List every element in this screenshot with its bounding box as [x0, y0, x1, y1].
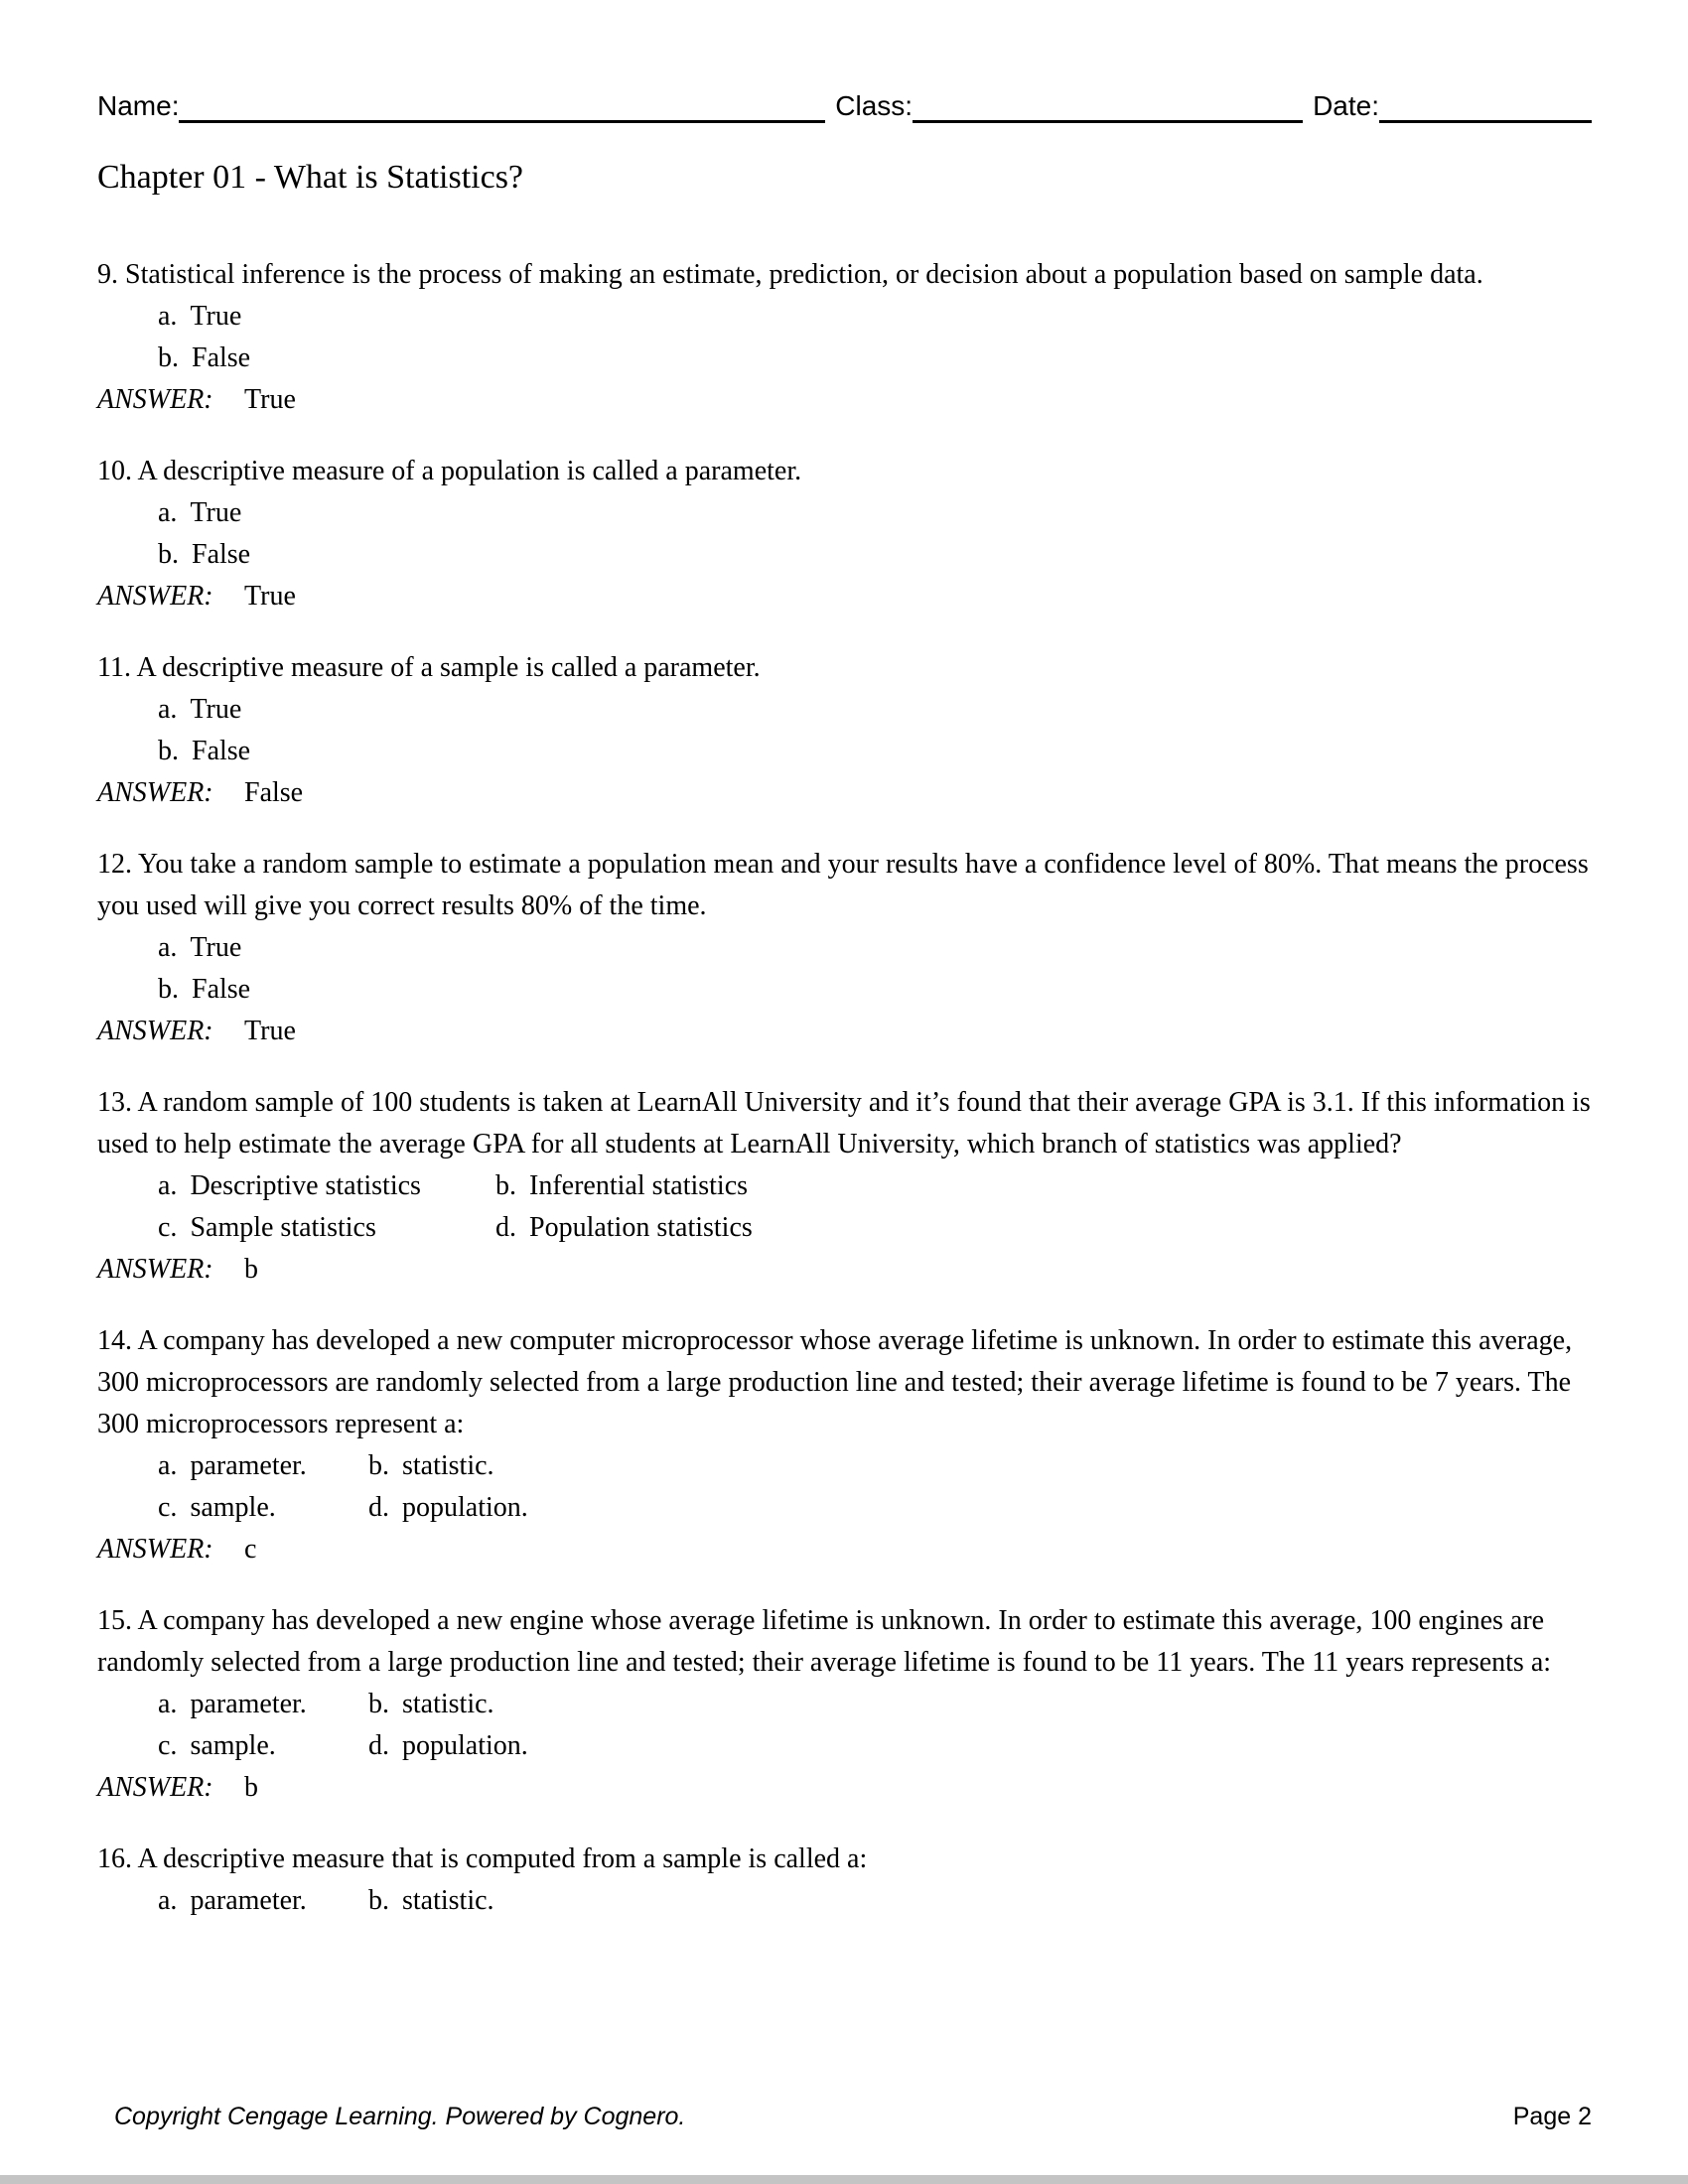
answer-value: True: [244, 1016, 296, 1046]
question-number: 11.: [97, 652, 131, 683]
option-text: Sample statistics: [190, 1212, 376, 1243]
option-letter: c.: [158, 1730, 178, 1761]
question-15: [97, 1600, 1592, 1809]
question-body: Statistical inference is the process of making an estimate, prediction, or decision about a population based on sample data.: [125, 259, 1483, 290]
options-grid: [97, 1165, 1592, 1249]
question-16: [97, 1839, 1592, 1922]
question-number: 12.: [97, 849, 132, 880]
option: [158, 1165, 495, 1207]
answer-label: ANSWER:: [97, 1772, 213, 1803]
option: [368, 1445, 1592, 1487]
option-letter: b.: [368, 1689, 389, 1719]
option: [158, 1880, 368, 1922]
question-12: [97, 844, 1592, 1052]
options-grid: [97, 1684, 1592, 1767]
answer-value: b: [244, 1772, 258, 1803]
answer-label: ANSWER:: [97, 384, 213, 415]
question-10: [97, 451, 1592, 617]
question-text: [97, 844, 1592, 927]
option-text: sample.: [190, 1730, 276, 1761]
option: [97, 927, 1592, 969]
option: [97, 969, 1592, 1011]
option-letter: d.: [368, 1492, 389, 1523]
option-text: sample.: [190, 1492, 276, 1523]
option-letter: a.: [158, 1885, 178, 1916]
question-text: [97, 254, 1592, 296]
option-text: True: [190, 497, 242, 528]
option-text: True: [190, 694, 242, 725]
answer-value: b: [244, 1254, 258, 1285]
question-text: [97, 1600, 1592, 1684]
answer-row: [97, 1767, 1592, 1809]
option-text: False: [192, 974, 251, 1005]
option-letter: a.: [158, 301, 178, 332]
option-text: statistic.: [402, 1450, 494, 1481]
option-text: True: [190, 932, 242, 963]
footer: [114, 2103, 1592, 2131]
date-blank-line: [1379, 87, 1592, 123]
option: [495, 1165, 1592, 1207]
option: [158, 1684, 368, 1725]
answer-label: ANSWER:: [97, 1254, 213, 1285]
option-text: population.: [402, 1492, 528, 1523]
answer-row: [97, 576, 1592, 617]
question-number: 16.: [97, 1843, 132, 1874]
option-letter: b.: [158, 539, 179, 570]
question-14: [97, 1320, 1592, 1570]
option-text: True: [190, 301, 242, 332]
option-text: statistic.: [402, 1885, 494, 1916]
option-text: False: [192, 342, 251, 373]
option: [368, 1880, 1592, 1922]
option-letter: b.: [158, 974, 179, 1005]
question-body: A descriptive measure that is computed from a sample is called a:: [137, 1843, 868, 1874]
option: [495, 1207, 1592, 1249]
question-number: 13.: [97, 1087, 132, 1118]
date-label: Date:: [1313, 90, 1379, 121]
chapter-title: Chapter 01 - What is Statistics?: [97, 159, 524, 196]
answer-row: [97, 1529, 1592, 1570]
question-11: [97, 647, 1592, 814]
options-grid: [97, 1445, 1592, 1529]
option: [158, 1207, 495, 1249]
question-number: 14.: [97, 1325, 132, 1356]
answer-row: [97, 1249, 1592, 1291]
option-text: Inferential statistics: [529, 1170, 749, 1201]
option-letter: b.: [368, 1450, 389, 1481]
question-body: A random sample of 100 students is taken at LearnAll University and it’s found that their average GPA is 3.1. If this information is used to help estimate the average GPA for all students at LearnAll University, which branch of statistics was applied?: [97, 1087, 1591, 1160]
question-9: [97, 254, 1592, 421]
footer-copyright: Copyright Cengage Learning. Powered by Cognero.: [114, 2103, 686, 2130]
option-letter: d.: [495, 1212, 516, 1243]
page-bottom-edge: [0, 2175, 1688, 2184]
class-blank-line: [913, 87, 1303, 123]
option: [97, 296, 1592, 338]
header-fill-in-row: [97, 87, 1592, 123]
footer-page-number: Page 2: [1512, 2103, 1592, 2130]
class-label: Class:: [835, 90, 914, 121]
option: [368, 1684, 1592, 1725]
option-letter: d.: [368, 1730, 389, 1761]
option-letter: a.: [158, 1450, 178, 1481]
answer-row: [97, 1011, 1592, 1052]
option-letter: a.: [158, 497, 178, 528]
option-text: Descriptive statistics: [190, 1170, 421, 1201]
option-text: False: [192, 539, 251, 570]
answer-value: c: [244, 1534, 257, 1565]
answer-label: ANSWER:: [97, 1016, 213, 1046]
answer-value: False: [244, 777, 304, 808]
question-body: You take a random sample to estimate a population mean and your results have a confidence level of 80%. That means the process you used will give you correct results 80% of the time.: [97, 849, 1589, 921]
option-letter: b.: [158, 736, 179, 766]
option: [97, 492, 1592, 534]
question-body: A company has developed a new computer microprocessor whose average lifetime is unknown. In order to estimate this average, 300 microprocessors are randomly selected from a large production line and tested; their average lifetime is found to be 7 years. The 300 microprocessors represent a:: [97, 1325, 1573, 1439]
option: [97, 534, 1592, 576]
option-text: parameter.: [190, 1450, 307, 1481]
name-blank-line: [179, 87, 825, 123]
option-letter: b.: [368, 1885, 389, 1916]
option-letter: a.: [158, 1170, 178, 1201]
option: [97, 338, 1592, 379]
option-text: parameter.: [190, 1885, 307, 1916]
option-letter: b.: [158, 342, 179, 373]
option: [158, 1487, 368, 1529]
question-text: [97, 1839, 1592, 1880]
question-13: [97, 1082, 1592, 1291]
answer-value: True: [244, 384, 296, 415]
question-number: 9.: [97, 259, 118, 290]
answer-label: ANSWER:: [97, 1534, 213, 1565]
page-content: [97, 87, 1592, 1952]
option-letter: a.: [158, 694, 178, 725]
name-label: Name:: [97, 90, 180, 121]
option-letter: a.: [158, 1689, 178, 1719]
question-body: A company has developed a new engine whose average lifetime is unknown. In order to estimate this average, 100 engines are randomly selected from a large production line and tested; their average lifetime is found to be 11 years. The 11 years represents a:: [97, 1605, 1552, 1678]
option-text: parameter.: [190, 1689, 307, 1719]
option: [158, 1445, 368, 1487]
question-text: [97, 1082, 1592, 1165]
option-letter: c.: [158, 1212, 178, 1243]
question-text: [97, 1320, 1592, 1445]
answer-row: [97, 772, 1592, 814]
answer-value: True: [244, 581, 296, 612]
option-text: population.: [402, 1730, 528, 1761]
option-text: Population statistics: [529, 1212, 753, 1243]
question-body: A descriptive measure of a population is called a parameter.: [137, 456, 802, 486]
option: [158, 1725, 368, 1767]
answer-row: [97, 379, 1592, 421]
question-text: [97, 647, 1592, 689]
option-letter: b.: [495, 1170, 516, 1201]
question-number: 15.: [97, 1605, 132, 1636]
option: [368, 1725, 1592, 1767]
option: [97, 731, 1592, 772]
option: [97, 689, 1592, 731]
question-number: 10.: [97, 456, 132, 486]
option-text: False: [192, 736, 251, 766]
option-letter: c.: [158, 1492, 178, 1523]
question-body: A descriptive measure of a sample is called a parameter.: [136, 652, 761, 683]
answer-label: ANSWER:: [97, 581, 213, 612]
question-text: [97, 451, 1592, 492]
options-grid: [97, 1880, 1592, 1922]
option-text: statistic.: [402, 1689, 494, 1719]
option: [368, 1487, 1592, 1529]
option-letter: a.: [158, 932, 178, 963]
answer-label: ANSWER:: [97, 777, 213, 808]
